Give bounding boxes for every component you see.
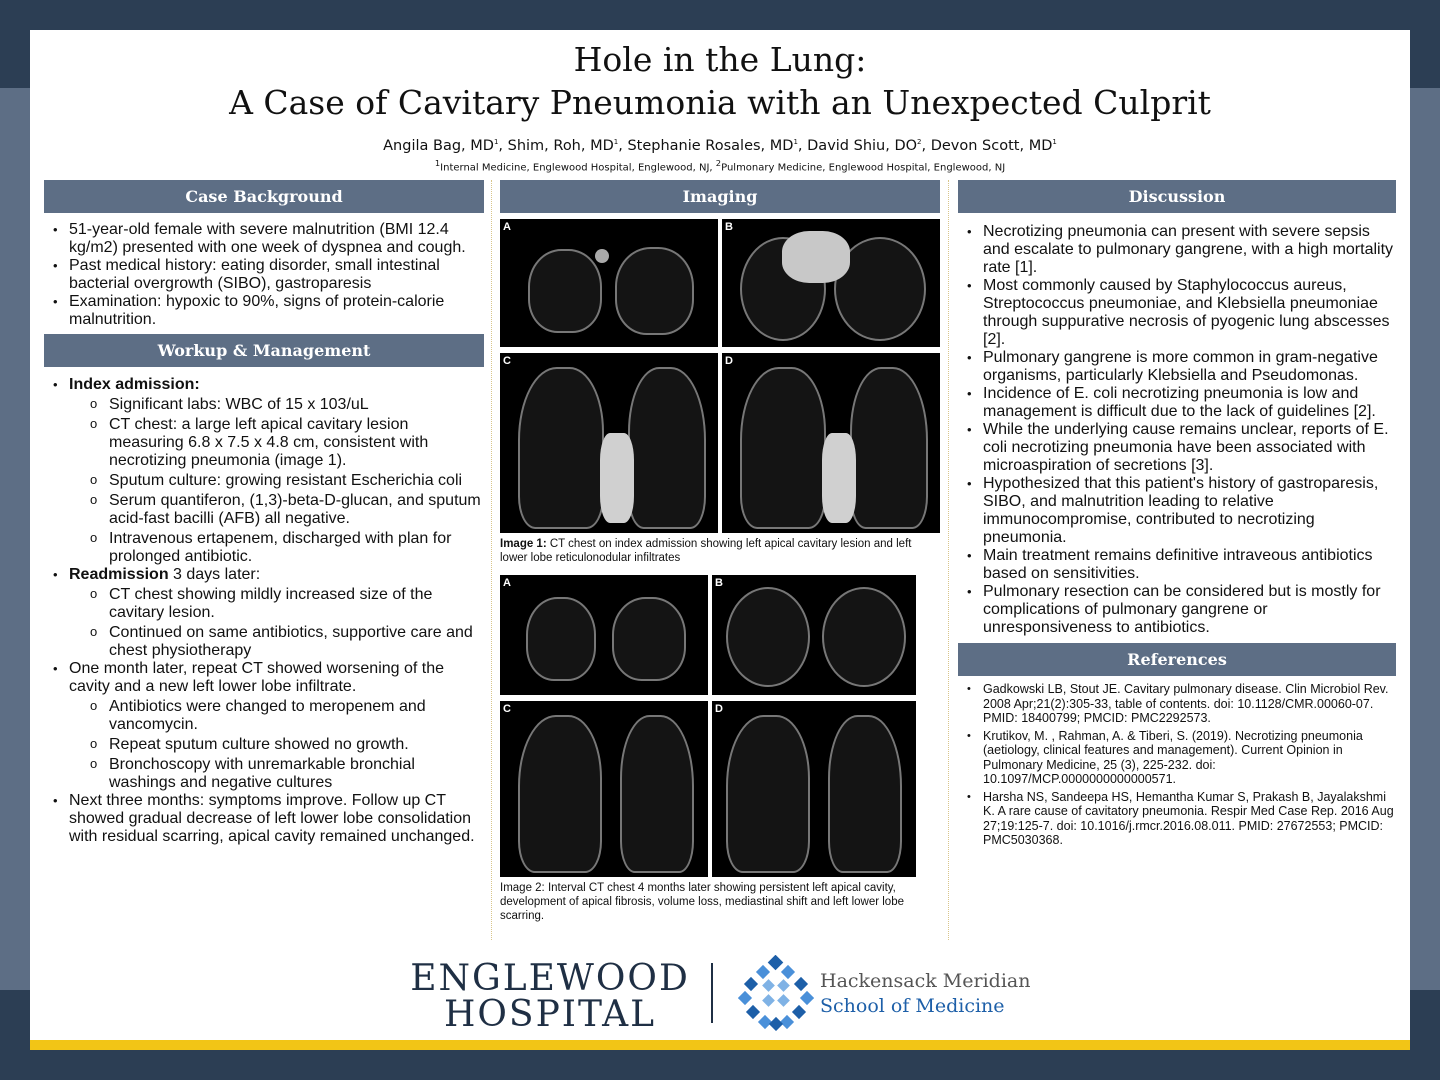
ct-image-1d <box>722 353 940 533</box>
case-background-list <box>44 221 484 329</box>
references-header: References <box>958 643 1396 676</box>
ct-image-1c <box>500 353 718 533</box>
readmission-text: 3 days later: <box>168 566 261 583</box>
reference-item: • Krutikov, M. , Rahman, A. & Tiberi, S. (2019). Necrotizing pneumonia (aetiology, clinical features and management). Current Opinion in Pulmonary Medicine, 25 (3), 225-232. doi: 10.1097/MCP.0000000000000571. <box>958 729 1396 787</box>
image1-caption <box>500 537 940 565</box>
panel-label: A <box>503 221 511 233</box>
panel-label: C <box>503 703 511 715</box>
index-admission-sublist <box>69 396 484 566</box>
workup-header: Workup & Management <box>44 334 484 367</box>
image1-caption-label: Image 1: <box>500 538 547 550</box>
column-divider <box>491 180 492 940</box>
list-item: • Hypothesized that this patient's history of gastroparesis, SIBO, and malnutrition leading to relative immunocompromise, contributed to necrotizing pneumonia. <box>958 475 1396 547</box>
ct-image-1a <box>500 219 718 347</box>
list-item: • Examination: hypoxic to 90%, signs of protein-calorie malnutrition. <box>44 293 484 329</box>
list-item: o Continued on same antibiotics, supportive care and chest physiotherapy <box>69 624 484 660</box>
workup-list <box>44 376 484 846</box>
one-month-text: One month later, repeat CT showed worsening of the cavity and a new left lower lobe infiltrate. <box>69 660 445 695</box>
poster-title-line2: A Case of Cavitary Pneumonia with an Unexpected Culprit <box>229 83 1211 122</box>
discussion-header: Discussion <box>958 180 1396 213</box>
list-item: • Necrotizing pneumonia can present with severe sepsis and escalate to pulmonary gangrene, with a high mortality rate [1]. <box>958 223 1396 277</box>
discussion-list <box>958 223 1396 637</box>
list-item: o Intravenous ertapenem, discharged with plan for prolonged antibiotic. <box>69 530 484 566</box>
right-column <box>958 180 1396 851</box>
list-item: • Main treatment remains definitive intraveous antibiotics based on sensitivities. <box>958 547 1396 583</box>
column-divider <box>948 180 949 940</box>
hospital-name-line1: ENGLEWOOD <box>410 958 690 999</box>
image1-caption-text: CT chest on index admission showing left apical cavitary lesion and left lower lobe reticulonodular infiltrates <box>500 538 912 564</box>
reference-item: • Harsha NS, Sandeepa HS, Hemantha Kumar S, Prakash B, Jayalakshmi K. A rare cause of cavitatory pneumonia. Respir Med Case Rep. 2016 Aug 27;19:125-7. doi: 10.1016/j.rmcr.2016.08.011. PMID: 27672553; PMCID: PMC5030368. <box>958 790 1396 848</box>
image1-row2 <box>500 353 940 533</box>
reference-item: • Gadkowski LB, Stout JE. Cavitary pulmonary disease. Clin Microbiol Rev. 2008 Apr;21(2):305-33, table of contents. doi: 10.1128/CMR.00060-07. PMID: 18400799; PMCID: PMC2292573. <box>958 682 1396 726</box>
affiliation-text: Pulmonary Medicine, Englewood Hospital, Englewood, NJ <box>721 162 1006 174</box>
poster-title-line1: Hole in the Lung: <box>573 40 867 79</box>
author-affiliation-marker: 2 <box>917 138 922 146</box>
hackensack-meridian-mark-icon <box>738 955 814 1031</box>
case-background-header: Case Background <box>44 180 484 213</box>
author-name: Angila Bag, MD <box>383 137 494 154</box>
list-item <box>44 376 484 566</box>
panel-label: D <box>715 703 723 715</box>
author-affiliation-marker: 1 <box>493 138 499 146</box>
author-name: David Shiu, DO <box>807 137 918 154</box>
panel-label: A <box>503 577 511 589</box>
hospital-name-line2: HOSPITAL <box>444 994 656 1035</box>
author-list: Angila Bag, $MD^1$, Shim, Roh, $MD^1$, Stephanie Rosales, $MD^1$, David Shiu, $DO^2$, Devon Scott, $MD^1$ <box>383 137 1057 154</box>
list-item: o Serum quantiferon, (1,3)-beta-D-glucan, and sputum acid-fast bacilli (AFB) all negative. <box>69 492 484 528</box>
readmission-label: Readmission <box>69 566 169 583</box>
author-name: Stephanie Rosales, MD <box>627 137 794 154</box>
gold-accent-bar <box>30 1040 1410 1050</box>
affiliation-marker: 2 <box>715 157 722 168</box>
panel-label: C <box>503 355 511 367</box>
list-item: o CT chest showing mildly increased size of the cavitary lesion. <box>69 586 484 622</box>
ct-image-2c <box>500 701 708 877</box>
list-item: • Most commonly caused by Staphylococcus aureus, Streptococcus pneumoniae, and Klebsiella pneumoniae through suppurative necrosis of pyogenic lung abscesses [2]. <box>958 277 1396 349</box>
englewood-hospital-logo <box>410 958 690 1035</box>
middle-column <box>500 180 940 923</box>
footer <box>30 955 1410 1035</box>
ct-image-2b <box>712 575 916 695</box>
list-item: • Incidence of E. coli necrotizing pneumonia is low and management is difficult due to the lack of guidelines [2]. <box>958 385 1396 421</box>
list-item: o Bronchoscopy with unremarkable bronchial washings and negative cultures <box>69 756 484 792</box>
panel-label: D <box>725 355 733 367</box>
school-name-line1: Hackensack Meridian <box>820 970 1031 992</box>
list-item: o Sputum culture: growing resistant Escherichia coli <box>69 472 484 490</box>
list-item: • Pulmonary resection can be considered but is mostly for complications of pulmonary gangrene or unresponsiveness to antibiotics. <box>958 583 1396 637</box>
references-list <box>958 682 1396 848</box>
affiliation-text: Internal Medicine, Englewood Hospital, Englewood, NJ, <box>440 162 716 174</box>
affiliations <box>30 156 1410 175</box>
one-month-sublist <box>69 698 484 792</box>
list-item: o Significant labs: WBC of 15 x 103/uL <box>69 396 484 414</box>
list-item: • Next three months: symptoms improve. Follow up CT showed gradual decrease of left lower lobe consolidation with residual scarring, apical cavity remained unchanged. <box>44 792 484 846</box>
logo-divider <box>711 963 713 1023</box>
list-item: o Antibiotics were changed to meropenem and vancomycin. <box>69 698 484 734</box>
ct-image-2d <box>712 701 916 877</box>
list-item: o CT chest: a large left apical cavitary lesion measuring 6.8 x 7.5 x 4.8 cm, consistent with necrotizing pneumonia (image 1). <box>69 416 484 470</box>
ct-image-1b <box>722 219 940 347</box>
image2-row1 <box>500 575 940 695</box>
left-column <box>44 180 484 846</box>
author-affiliation-marker: 1 <box>1052 138 1057 146</box>
ct-image-2a <box>500 575 708 695</box>
school-of-medicine-logo-text <box>820 969 1030 1019</box>
image2-caption: Image 2: Interval CT chest 4 months later showing persistent left apical cavity, development of apical fibrosis, volume loss, mediastinal shift and left lower lobe scarring. <box>500 882 904 922</box>
author-name: Shim, Roh, MD <box>507 137 614 154</box>
panel-label: B <box>725 221 733 233</box>
poster <box>30 30 1410 1050</box>
panel-label: B <box>715 577 723 589</box>
image2-row2 <box>500 701 940 877</box>
list-item <box>44 566 484 660</box>
list-item: • 51-year-old female with severe malnutrition (BMI 12.4 kg/m2) presented with one week of dyspnea and cough. <box>44 221 484 257</box>
imaging-header: Imaging <box>500 180 940 213</box>
list-item: • Pulmonary gangrene is more common in gram-negative organisms, particularly Klebsiella and Pseudomonas. <box>958 349 1396 385</box>
affiliation-marker: 1 <box>434 157 441 168</box>
title-block <box>30 38 1410 175</box>
author-name: Devon Scott, MD <box>930 137 1053 154</box>
list-item: • While the underlying cause remains unclear, reports of E. coli necrotizing pneumonia have been associated with microaspiration of secretions [3]. <box>958 421 1396 475</box>
author-affiliation-marker: 1 <box>613 138 619 146</box>
list-item: • Past medical history: eating disorder, small intestinal bacterial overgrowth (SIBO), gastroparesis <box>44 257 484 293</box>
index-admission-label: Index admission: <box>69 376 200 393</box>
image1-row1 <box>500 219 940 347</box>
list-item: o Repeat sputum culture showed no growth. <box>69 736 484 754</box>
school-name-line2: School of Medicine <box>820 995 1005 1017</box>
author-affiliation-marker: 1 <box>793 138 798 146</box>
list-item <box>44 660 484 792</box>
readmission-sublist <box>69 586 484 660</box>
